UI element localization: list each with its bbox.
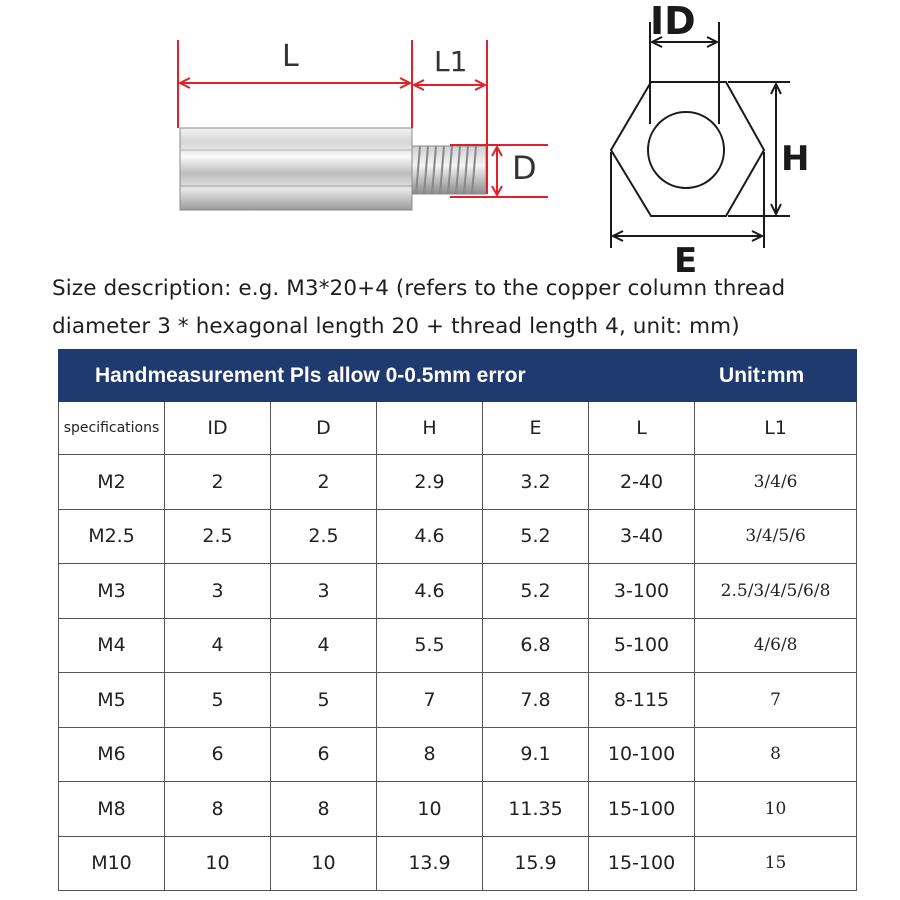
table-cell: 10 — [165, 836, 271, 891]
description-line-1: Size description: e.g. M3*20+4 (refers to the copper column thread — [52, 276, 786, 301]
table-cell: 2.5 — [165, 509, 271, 564]
label-H: H — [781, 139, 810, 179]
threaded-stud — [412, 146, 486, 194]
column-header: ID — [165, 402, 271, 455]
table-cell: 6.8 — [483, 618, 589, 673]
description-line-2: diameter 3 * hexagonal length 20 + thread length 4, unit: mm) — [52, 314, 740, 339]
table-cell: 8 — [695, 727, 857, 782]
error-tolerance-note: Handmeasurement Pls allow 0-0.5mm error — [59, 350, 695, 402]
table-cell: 5.5 — [377, 618, 483, 673]
table-banner-row — [59, 350, 857, 402]
table-cell: 4 — [165, 618, 271, 673]
table-cell: 3/4/6 — [695, 455, 857, 510]
table-cell: 9.1 — [483, 727, 589, 782]
table-cell: 13.9 — [377, 836, 483, 891]
column-header: L — [589, 402, 695, 455]
column-header: H — [377, 402, 483, 455]
table-header-row — [59, 402, 857, 455]
specification-table — [58, 349, 857, 891]
table-cell: M8 — [59, 782, 165, 837]
table-cell: 10 — [377, 782, 483, 837]
table-cell: 7 — [695, 673, 857, 728]
table-cell: 15-100 — [589, 836, 695, 891]
table-cell: 5.2 — [483, 509, 589, 564]
column-header: E — [483, 402, 589, 455]
unit-label: Unit:mm — [695, 350, 857, 402]
table-cell: M5 — [59, 673, 165, 728]
table-cell: 4/6/8 — [695, 618, 857, 673]
table-row — [59, 782, 857, 837]
label-ID: ID — [650, 0, 696, 43]
table-cell: 3 — [165, 564, 271, 619]
table-cell: M2.5 — [59, 509, 165, 564]
table-cell: 3-40 — [589, 509, 695, 564]
label-E: E — [674, 241, 698, 281]
table-row — [59, 727, 857, 782]
table-cell: 8 — [271, 782, 377, 837]
table-row — [59, 673, 857, 728]
table-cell: 2 — [165, 455, 271, 510]
table-cell: 7 — [377, 673, 483, 728]
table-row — [59, 836, 857, 891]
table-cell: M4 — [59, 618, 165, 673]
table-cell: 2.9 — [377, 455, 483, 510]
table-cell: 10-100 — [589, 727, 695, 782]
table-cell: M3 — [59, 564, 165, 619]
table-cell: 6 — [165, 727, 271, 782]
table-cell: 5.2 — [483, 564, 589, 619]
table-cell: 5 — [271, 673, 377, 728]
table-cell: M10 — [59, 836, 165, 891]
table-cell: 3-100 — [589, 564, 695, 619]
table-row — [59, 618, 857, 673]
table-cell: M6 — [59, 727, 165, 782]
standoff-illustration — [0, 0, 900, 270]
table-cell: 15 — [695, 836, 857, 891]
hex-front-view — [611, 22, 790, 248]
table-cell: 11.35 — [483, 782, 589, 837]
table-cell: 4.6 — [377, 564, 483, 619]
table-cell: 10 — [271, 836, 377, 891]
column-header: L1 — [695, 402, 857, 455]
table-row — [59, 509, 857, 564]
table-cell: 2.5 — [271, 509, 377, 564]
column-header: specifications — [59, 402, 165, 455]
table-cell: 10 — [695, 782, 857, 837]
size-description — [52, 270, 872, 346]
hex-body — [180, 128, 412, 210]
table-cell: 3 — [271, 564, 377, 619]
table-cell: 8-115 — [589, 673, 695, 728]
table-cell: 7.8 — [483, 673, 589, 728]
column-header: D — [271, 402, 377, 455]
dimension-diagram — [0, 0, 900, 281]
table-cell: 15.9 — [483, 836, 589, 891]
label-L1: L1 — [434, 45, 468, 78]
table-cell: 2-40 — [589, 455, 695, 510]
table-cell: 6 — [271, 727, 377, 782]
table-cell: 8 — [165, 782, 271, 837]
label-D: D — [512, 149, 537, 187]
table-cell: 2.5/3/4/5/6/8 — [695, 564, 857, 619]
table-cell: 5-100 — [589, 618, 695, 673]
table-cell: 4.6 — [377, 509, 483, 564]
table-cell: 3.2 — [483, 455, 589, 510]
table-cell: 2 — [271, 455, 377, 510]
table-cell: 4 — [271, 618, 377, 673]
table-cell: 8 — [377, 727, 483, 782]
table-row — [59, 455, 857, 510]
table-cell: 15-100 — [589, 782, 695, 837]
label-L: L — [282, 39, 299, 74]
table-cell: 3/4/5/6 — [695, 509, 857, 564]
table-row — [59, 564, 857, 619]
table-cell: M2 — [59, 455, 165, 510]
table-cell: 5 — [165, 673, 271, 728]
